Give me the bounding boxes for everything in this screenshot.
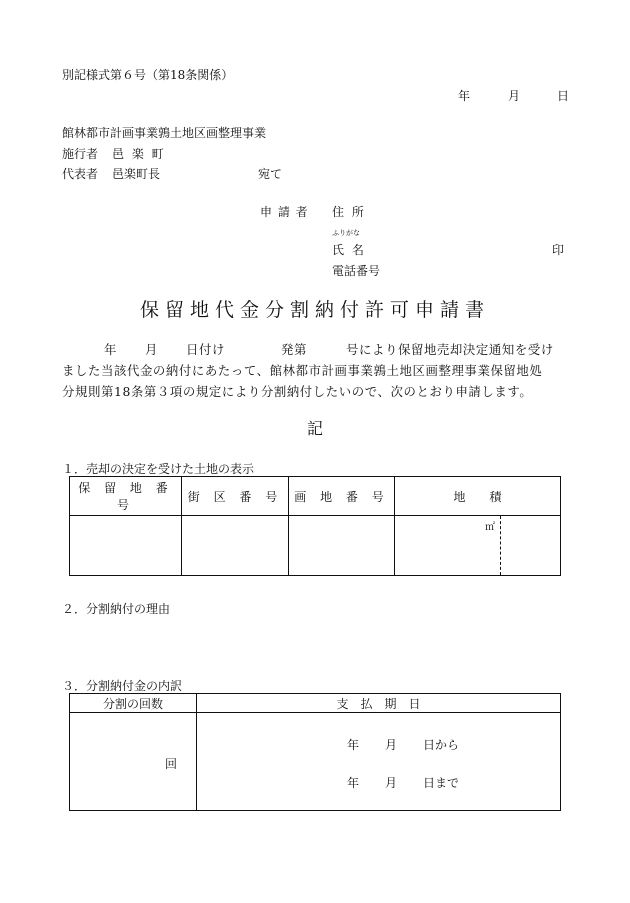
count-unit: 回 [165,757,178,771]
address-label: 住 所 [332,205,366,219]
date-month-label: 月 [508,89,521,103]
header-area: 地 積 [395,477,561,516]
body-line-1-fragment: 月 [145,342,158,357]
header-reserved-land-number: 保 留 地 番 号 [70,477,182,516]
body-line-1-fragment: 年 [104,342,117,357]
executor-value: 邑 楽 町 [112,147,166,161]
date-year-label: 年 [458,89,471,103]
representative-value: 邑楽町長 [112,167,161,181]
honorific: 宛て [258,167,283,181]
section-3-heading: ３．分割納付金の内訳 [62,679,183,693]
to-year-label: 年 [347,776,360,790]
area-decimal-divider [500,516,501,575]
date-day-label: 日 [557,89,570,103]
block-number-cell[interactable] [182,516,289,576]
from-year-label: 年 [347,738,360,752]
body-line-1-fragment: 発第 [281,342,307,357]
payment-period-cell[interactable] [197,713,561,811]
applicant-label: 申 請 者 [260,205,309,219]
to-month-label: 月 [385,776,398,790]
body-line-1-fragment: 号により保留地売却決定通知を受け [346,342,554,357]
installment-table-row [70,713,561,811]
representative-label: 代表者 [62,167,99,181]
body-line-1-fragment: 日付け [186,342,225,357]
project-name: 館林都市計画事業鶉土地区画整理事業 [62,126,267,140]
installment-table [69,693,561,811]
area-unit: ㎡ [485,522,495,533]
header-lot-number: 画 地 番 号 [289,477,395,516]
area-cell[interactable] [395,516,561,576]
land-table-row [70,516,561,576]
executor-label: 施行者 [62,147,99,161]
header-block-number: 街 区 番 号 [182,477,289,516]
section-2-heading: ２．分割納付の理由 [62,602,171,616]
form-id: 別記様式第６号（第18条関係） [62,68,234,82]
furigana-label: ふりがな [332,229,360,237]
installment-table-header-row [70,694,561,713]
from-month-label: 月 [385,738,398,752]
ki-heading: 記 [306,419,323,438]
body-line-2: ました当該代金の納付にあたって、館林都市計画事業鶉土地区画整理事業保留地処 [62,363,543,378]
to-day-label: 日まで [423,776,460,790]
reserved-land-number-cell[interactable] [70,516,182,576]
from-day-label: 日から [423,738,460,752]
document-title: 保留地代金分割納付許可申請書 [139,299,490,321]
header-payment-period: 支 払 期 日 [197,694,561,713]
lot-number-cell[interactable] [289,516,395,576]
seal-mark: 印 [552,243,565,257]
phone-label: 電話番号 [332,264,381,278]
body-line-3: 分規則第18条第３項の規定により分割納付したいので、次のとおり申請します。 [62,384,533,399]
land-table-header-row [70,477,561,516]
name-label: 氏 名 [332,243,366,257]
header-installment-count: 分割の回数 [70,694,197,713]
land-table [69,476,561,576]
section-1-heading: １．売却の決定を受けた土地の表示 [62,462,255,476]
installment-count-cell[interactable] [70,713,197,811]
